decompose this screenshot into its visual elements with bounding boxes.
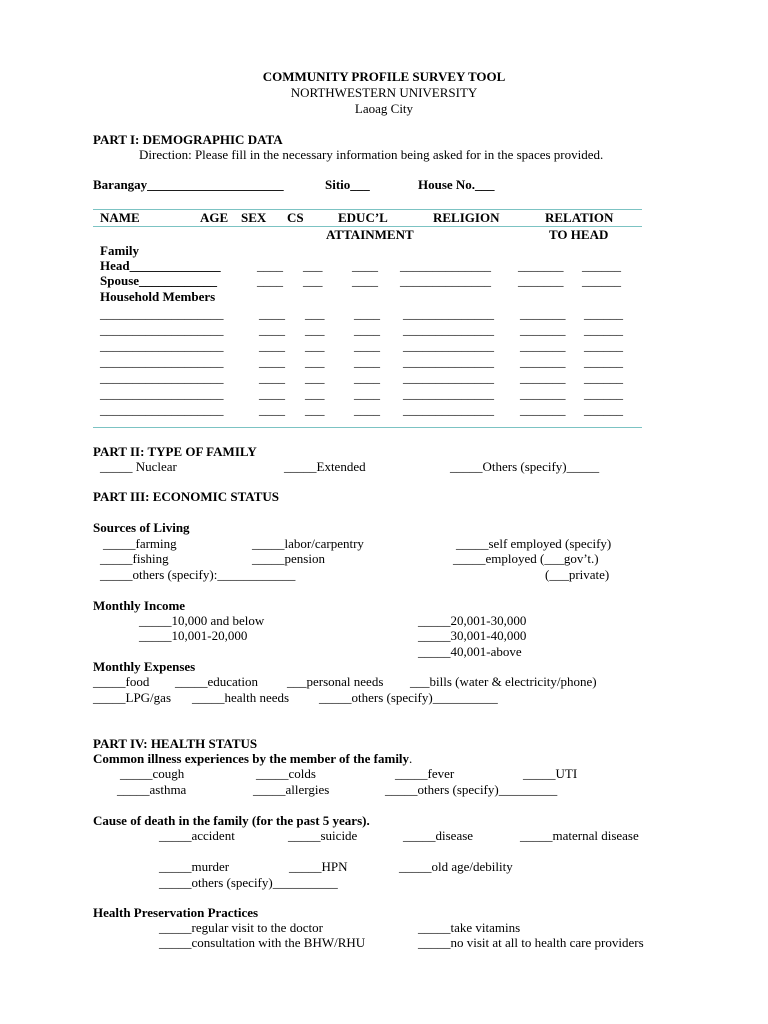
death-disease: _____disease: [403, 828, 474, 843]
spouse-age-blank: ____: [257, 273, 283, 288]
barangay-field: Barangay_____________________: [93, 177, 284, 192]
expenses-heading: Monthly Expenses: [93, 659, 196, 674]
part1-direction: Direction: Please fill in the necessary information being asked for in the spaces provided.: [139, 147, 604, 162]
house-no-field: House No.___: [418, 177, 495, 192]
death-hpn: _____HPN: [289, 859, 348, 874]
member-educ-blank: ______________: [403, 338, 494, 353]
illness-heading: Common illness experiences by the member of the family: [93, 751, 410, 766]
head-religion-blank: _______: [518, 258, 564, 273]
member-age-blank: ____: [259, 306, 285, 321]
member-religion-blank: _______: [520, 322, 566, 337]
member-age-blank: ____: [259, 370, 285, 385]
member-relation-blank: ______: [584, 370, 623, 385]
sitio-field: Sitio___: [325, 177, 370, 192]
member-name-blank: ___________________: [100, 354, 224, 369]
illness-cough: _____cough: [120, 766, 185, 781]
col-educ: EDUC’L: [338, 210, 388, 225]
head-age-blank: ____: [257, 258, 283, 273]
household-members-label: Household Members: [100, 289, 216, 304]
survey-title: COMMUNITY PROFILE SURVEY TOOL: [262, 69, 506, 84]
university-name: NORTHWESTERN UNIVERSITY: [290, 85, 478, 100]
city-name: Laoag City: [354, 101, 414, 116]
member-religion-blank: _______: [520, 354, 566, 369]
expense-personal: ___personal needs: [287, 674, 384, 689]
illness-colds: _____colds: [256, 766, 316, 781]
member-religion-blank: _______: [520, 386, 566, 401]
expense-others: _____others (specify)__________: [319, 690, 498, 705]
source-others: _____others (specify):____________: [100, 567, 296, 582]
member-relation-blank: ______: [584, 386, 623, 401]
death-accident: _____accident: [159, 828, 235, 843]
col-religion: RELIGION: [433, 210, 500, 225]
col-relation: RELATION: [545, 210, 614, 225]
sources-heading: Sources of Living: [93, 520, 190, 535]
income-heading: Monthly Income: [93, 598, 186, 613]
head-relation-blank: ______: [582, 258, 621, 273]
part3-heading: PART III: ECONOMIC STATUS: [93, 489, 280, 504]
member-cs-blank: ____: [354, 306, 380, 321]
member-sex-blank: ___: [305, 338, 325, 353]
death-old-age: _____old age/debility: [399, 859, 513, 874]
part4-heading: PART IV: HEALTH STATUS: [93, 736, 258, 751]
source-self-employed: _____self employed (specify): [456, 536, 612, 551]
member-religion-blank: _______: [520, 402, 566, 417]
col-age: AGE: [200, 210, 229, 225]
member-sex-blank: ___: [305, 386, 325, 401]
family-nuclear: _____ Nuclear: [100, 459, 177, 474]
member-age-blank: ____: [259, 386, 285, 401]
col-cs: CS: [287, 210, 304, 225]
head-educ-blank: ______________: [400, 258, 491, 273]
expense-bills: ___bills (water & electricity/phone): [410, 674, 597, 689]
member-educ-blank: ______________: [403, 402, 494, 417]
member-educ-blank: ______________: [403, 322, 494, 337]
member-name-blank: ___________________: [100, 386, 224, 401]
member-sex-blank: ___: [305, 322, 325, 337]
expense-food: _____food: [93, 674, 150, 689]
member-age-blank: ____: [259, 354, 285, 369]
col-attainment: ATTAINMENT: [326, 227, 414, 242]
illness-asthma: _____asthma: [117, 782, 187, 797]
member-name-blank: ___________________: [100, 370, 224, 385]
member-cs-blank: ____: [354, 402, 380, 417]
spouse-relation-blank: ______: [582, 273, 621, 288]
family-label: Family: [100, 243, 139, 258]
member-age-blank: ____: [259, 322, 285, 337]
member-cs-blank: ____: [354, 338, 380, 353]
illness-allergies: _____allergies: [253, 782, 330, 797]
member-age-blank: ____: [259, 402, 285, 417]
death-others: _____others (specify)__________: [159, 875, 338, 890]
source-pension: _____pension: [252, 551, 325, 566]
member-relation-blank: ______: [584, 338, 623, 353]
death-maternal: _____maternal disease: [520, 828, 639, 843]
source-private: (___private): [545, 567, 610, 582]
head-field: Head______________: [100, 258, 221, 273]
part2-heading: PART II: TYPE OF FAMILY: [93, 444, 257, 459]
member-cs-blank: ____: [354, 386, 380, 401]
death-suicide: _____suicide: [288, 828, 358, 843]
member-educ-blank: ______________: [403, 306, 494, 321]
death-murder: _____murder: [159, 859, 230, 874]
member-sex-blank: ___: [305, 402, 325, 417]
practice-bhw: _____consultation with the BHW/RHU: [159, 935, 366, 950]
death-heading: Cause of death in the family (for the past 5 years).: [93, 813, 370, 828]
member-cs-blank: ____: [354, 322, 380, 337]
income-option-4: _____30,001-40,000: [418, 628, 527, 643]
member-religion-blank: _______: [520, 306, 566, 321]
expense-health: _____health needs: [192, 690, 290, 705]
member-name-blank: ___________________: [100, 322, 224, 337]
illness-uti: _____UTI: [523, 766, 578, 781]
spouse-educ-blank: ______________: [400, 273, 491, 288]
col-sex: SEX: [241, 210, 267, 225]
member-educ-blank: ______________: [403, 370, 494, 385]
family-others: _____Others (specify)_____: [450, 459, 600, 474]
spouse-field: Spouse____________: [100, 273, 218, 288]
head-cs-blank: ____: [352, 258, 378, 273]
col-name: NAME: [100, 210, 140, 225]
income-option-2: _____10,001-20,000: [139, 628, 248, 643]
spouse-sex-blank: ___: [303, 273, 323, 288]
source-fishing: _____fishing: [100, 551, 169, 566]
member-relation-blank: ______: [584, 354, 623, 369]
member-relation-blank: ______: [584, 306, 623, 321]
member-name-blank: ___________________: [100, 402, 224, 417]
member-sex-blank: ___: [305, 354, 325, 369]
family-extended: _____Extended: [284, 459, 366, 474]
income-option-5: _____40,001-above: [418, 644, 522, 659]
source-employed: _____employed (___gov’t.): [453, 551, 599, 566]
member-cs-blank: ____: [354, 370, 380, 385]
practices-heading: Health Preservation Practices: [93, 905, 259, 920]
member-religion-blank: _______: [520, 370, 566, 385]
col-to-head: TO HEAD: [549, 227, 609, 242]
spouse-religion-blank: _______: [518, 273, 564, 288]
practice-no-visit: _____no visit at all to health care providers: [418, 935, 644, 950]
illness-heading-line: [93, 751, 412, 766]
illness-heading-period: .: [409, 751, 413, 766]
member-educ-blank: ______________: [403, 354, 494, 369]
expense-education: _____education: [175, 674, 259, 689]
part1-heading: PART I: DEMOGRAPHIC DATA: [93, 132, 283, 147]
head-sex-blank: ___: [303, 258, 323, 273]
practice-vitamins: _____take vitamins: [418, 920, 521, 935]
member-sex-blank: ___: [305, 370, 325, 385]
source-labor: _____labor/carpentry: [252, 536, 364, 551]
member-relation-blank: ______: [584, 322, 623, 337]
spouse-cs-blank: ____: [352, 273, 378, 288]
member-cs-blank: ____: [354, 354, 380, 369]
member-religion-blank: _______: [520, 338, 566, 353]
illness-fever: _____fever: [395, 766, 455, 781]
member-educ-blank: ______________: [403, 386, 494, 401]
income-option-3: _____20,001-30,000: [418, 613, 527, 628]
table-bottom-rule: [93, 427, 642, 428]
source-farming: _____farming: [103, 536, 177, 551]
illness-others: _____others (specify)_________: [385, 782, 558, 797]
member-name-blank: ___________________: [100, 338, 224, 353]
expense-lpg: _____LPG/gas: [93, 690, 171, 705]
member-name-blank: ___________________: [100, 306, 224, 321]
member-age-blank: ____: [259, 338, 285, 353]
practice-doctor: _____regular visit to the doctor: [159, 920, 323, 935]
member-sex-blank: ___: [305, 306, 325, 321]
income-option-1: _____10,000 and below: [139, 613, 265, 628]
member-relation-blank: ______: [584, 402, 623, 417]
